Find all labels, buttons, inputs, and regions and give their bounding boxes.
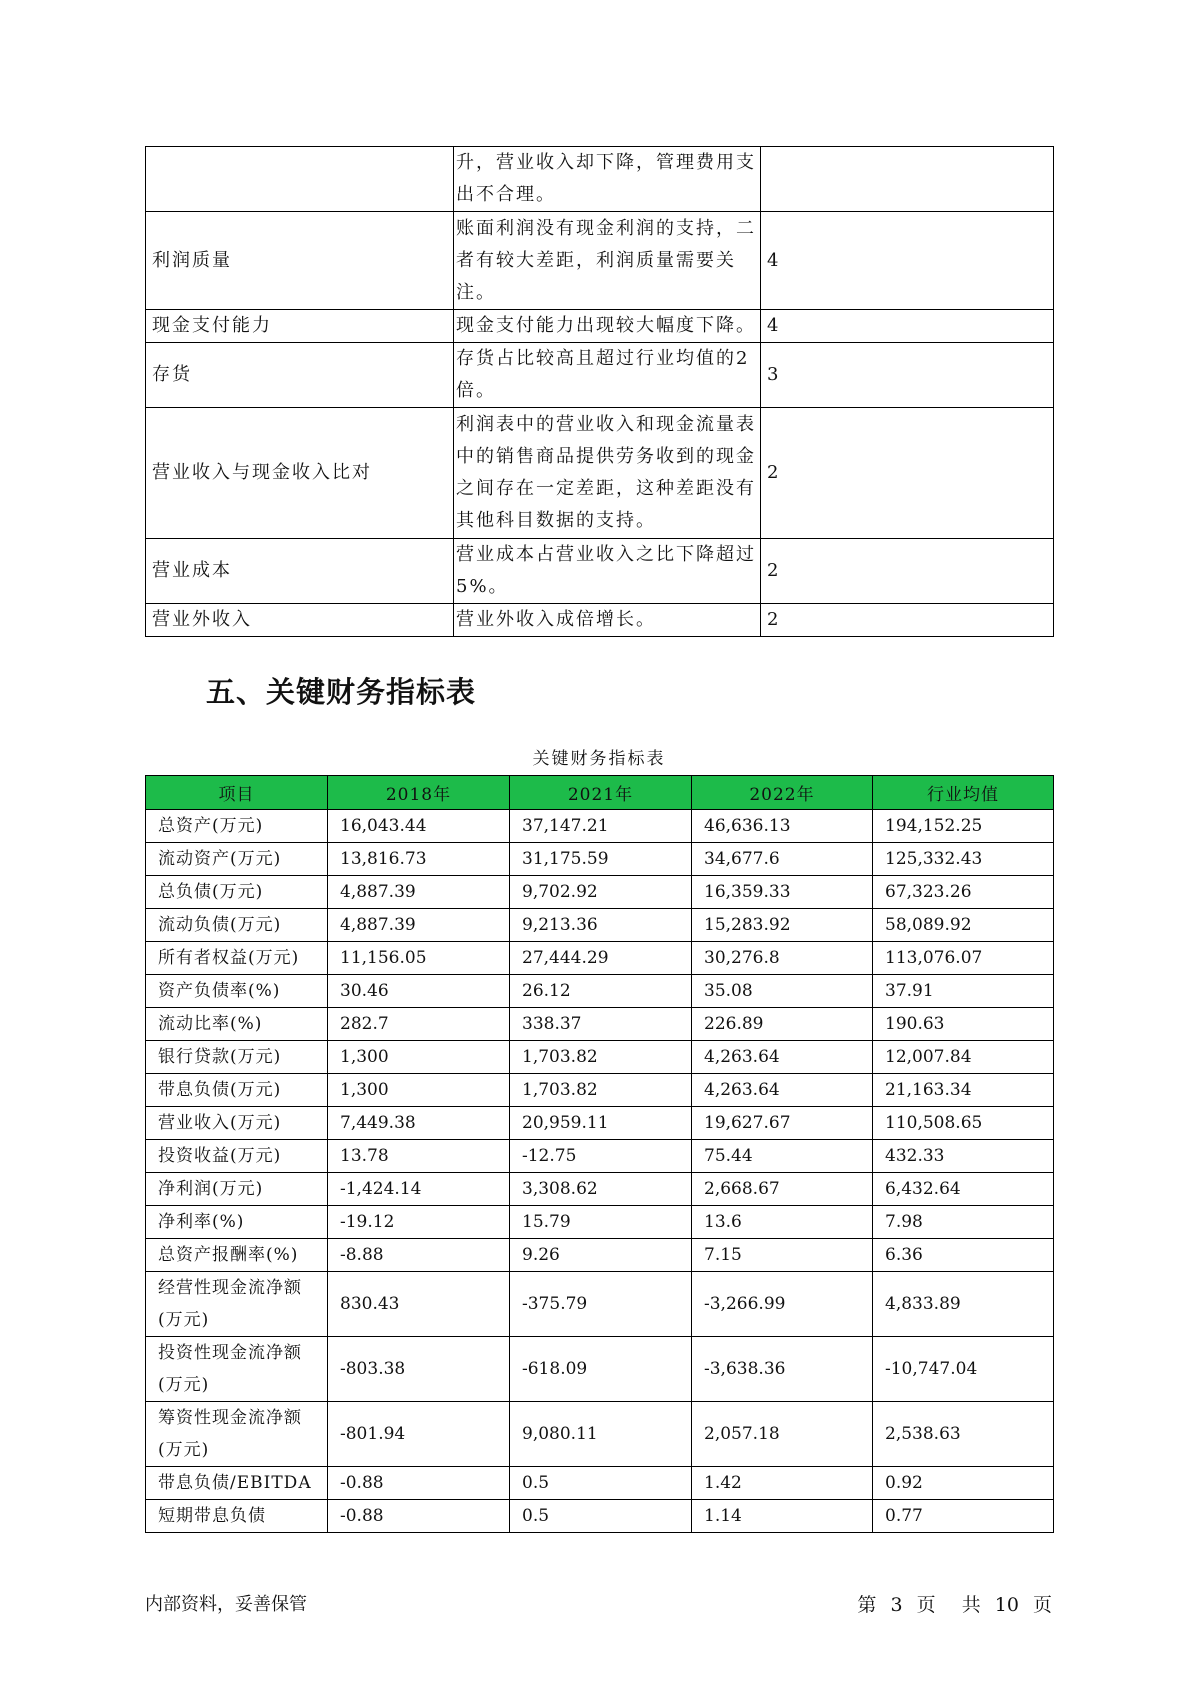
indicator-label: 带息负债/EBITDA [146,1467,328,1500]
indicator-label: 总资产报酬率(%) [146,1239,328,1272]
table-caption: 关键财务指标表 [532,749,666,769]
indicator-label: 筹资性现金流净额(万元) [146,1402,328,1467]
column-header: 项目 [146,776,328,810]
confidentiality-note: 内部资料，妥善保管 [145,1594,307,1615]
value-2021: 26.12 [510,975,692,1008]
value-2018: 11,156.05 [328,942,510,975]
indicator-label: 所有者权益(万元) [146,942,328,975]
risk-item: 存货 [146,343,454,408]
industry-average: 21,163.34 [873,1074,1054,1107]
indicator-label: 总负债(万元) [146,876,328,909]
risk-item [146,147,454,212]
table-row [146,1467,1054,1500]
table-row [146,1206,1054,1239]
table-row [146,1008,1054,1041]
kpi-table-body [146,810,1054,1533]
value-2018: 13.78 [328,1140,510,1173]
value-2018: -0.88 [328,1500,510,1533]
indicator-label: 净利率(%) [146,1206,328,1239]
industry-average: 2,538.63 [873,1402,1054,1467]
indicator-label: 短期带息负债 [146,1500,328,1533]
value-2021: 3,308.62 [510,1173,692,1206]
indicator-label: 投资收益(万元) [146,1140,328,1173]
industry-average: 432.33 [873,1140,1054,1173]
value-2022: 34,677.6 [692,843,873,876]
table-row [146,604,1054,637]
risk-description: 营业成本占营业收入之比下降超过5%。 [454,539,761,604]
indicator-label: 总资产(万元) [146,810,328,843]
total-prefix: 共 [961,1594,981,1616]
value-2021: -618.09 [510,1337,692,1402]
table-row [146,539,1054,604]
value-2022: -3,638.36 [692,1337,873,1402]
value-2018: 830.43 [328,1272,510,1337]
table-row [146,810,1054,843]
value-2022: 1.14 [692,1500,873,1533]
indicator-label: 流动负债(万元) [146,909,328,942]
risk-assessment-table [145,146,1054,637]
value-2021: -375.79 [510,1272,692,1337]
value-2018: -0.88 [328,1467,510,1500]
risk-description: 账面利润没有现金利润的支持，二者有较大差距，利润质量需要关注。 [454,212,761,310]
industry-average: 194,152.25 [873,810,1054,843]
value-2021: 31,175.59 [510,843,692,876]
table-row [146,876,1054,909]
indicator-label: 流动资产(万元) [146,843,328,876]
value-2022: 35.08 [692,975,873,1008]
risk-score: 2 [761,604,1054,637]
industry-average: 6.36 [873,1239,1054,1272]
risk-description: 营业外收入成倍增长。 [454,604,761,637]
value-2021: 27,444.29 [510,942,692,975]
column-header: 2018年 [328,776,510,810]
value-2018: 4,887.39 [328,909,510,942]
indicator-label: 经营性现金流净额(万元) [146,1272,328,1337]
table-row [146,1140,1054,1173]
value-2022: 2,668.67 [692,1173,873,1206]
table-row [146,310,1054,343]
value-2018: -1,424.14 [328,1173,510,1206]
value-2022: 4,263.64 [692,1041,873,1074]
risk-item: 现金支付能力 [146,310,454,343]
indicator-label: 流动比率(%) [146,1008,328,1041]
table-row [146,975,1054,1008]
section-heading: 五、关键财务指标表 [206,675,477,709]
table-row [146,1500,1054,1533]
value-2021: 1,703.82 [510,1074,692,1107]
page-indicator [855,1590,1054,1617]
risk-description: 利润表中的营业收入和现金流量表中的销售商品提供劳务收到的现金之间存在一定差距，这种差距没有其他科目数据的支持。 [454,408,761,539]
value-2022: 2,057.18 [692,1402,873,1467]
value-2022: 75.44 [692,1140,873,1173]
risk-description: 现金支付能力出现较大幅度下降。 [454,310,761,343]
risk-description: 升，营业收入却下降，管理费用支出不合理。 [454,147,761,212]
value-2022: -3,266.99 [692,1272,873,1337]
industry-average: 113,076.07 [873,942,1054,975]
risk-description: 存货占比较高且超过行业均值的2倍。 [454,343,761,408]
indicator-label: 带息负债(万元) [146,1074,328,1107]
value-2018: 282.7 [328,1008,510,1041]
indicator-label: 银行贷款(万元) [146,1041,328,1074]
indicator-label: 资产负债率(%) [146,975,328,1008]
table-row [146,942,1054,975]
industry-average: 6,432.64 [873,1173,1054,1206]
value-2021: 15.79 [510,1206,692,1239]
value-2021: 1,703.82 [510,1041,692,1074]
value-2021: 338.37 [510,1008,692,1041]
page-prefix: 第 [857,1594,877,1616]
total-word: 页 [1032,1594,1052,1616]
value-2021: 9.26 [510,1239,692,1272]
risk-item: 营业外收入 [146,604,454,637]
industry-average: -10,747.04 [873,1337,1054,1402]
value-2022: 4,263.64 [692,1074,873,1107]
value-2018: 13,816.73 [328,843,510,876]
industry-average: 190.63 [873,1008,1054,1041]
value-2022: 19,627.67 [692,1107,873,1140]
table-row [146,1107,1054,1140]
table-row [146,1074,1054,1107]
value-2021: 37,147.21 [510,810,692,843]
value-2022: 7.15 [692,1239,873,1272]
value-2018: -19.12 [328,1206,510,1239]
industry-average: 7.98 [873,1206,1054,1239]
table-row [146,1402,1054,1467]
value-2021: -12.75 [510,1140,692,1173]
value-2021: 9,080.11 [510,1402,692,1467]
value-2022: 13.6 [692,1206,873,1239]
industry-average: 110,508.65 [873,1107,1054,1140]
value-2018: 4,887.39 [328,876,510,909]
table-row [146,1041,1054,1074]
indicator-label: 营业收入(万元) [146,1107,328,1140]
industry-average: 67,323.26 [873,876,1054,909]
risk-item: 营业收入与现金收入比对 [146,408,454,539]
table-row [146,1272,1054,1337]
value-2021: 0.5 [510,1467,692,1500]
value-2018: -801.94 [328,1402,510,1467]
table-row [146,408,1054,539]
risk-score: 4 [761,212,1054,310]
industry-average: 0.77 [873,1500,1054,1533]
page-number: 3 [890,1594,903,1616]
column-header: 行业均值 [873,776,1054,810]
industry-average: 0.92 [873,1467,1054,1500]
value-2018: 1,300 [328,1074,510,1107]
risk-score: 2 [761,539,1054,604]
value-2018: -803.38 [328,1337,510,1402]
value-2022: 226.89 [692,1008,873,1041]
table-row [146,1239,1054,1272]
value-2022: 30,276.8 [692,942,873,975]
industry-average: 37.91 [873,975,1054,1008]
value-2022: 1.42 [692,1467,873,1500]
risk-score: 2 [761,408,1054,539]
value-2022: 15,283.92 [692,909,873,942]
risk-item: 营业成本 [146,539,454,604]
table-row [146,343,1054,408]
value-2022: 46,636.13 [692,810,873,843]
value-2018: 30.46 [328,975,510,1008]
table-row [146,909,1054,942]
table-row [146,147,1054,212]
value-2018: 16,043.44 [328,810,510,843]
page-word: 页 [916,1594,936,1616]
column-header: 2021年 [510,776,692,810]
industry-average: 125,332.43 [873,843,1054,876]
value-2021: 0.5 [510,1500,692,1533]
industry-average: 12,007.84 [873,1041,1054,1074]
value-2022: 16,359.33 [692,876,873,909]
value-2021: 20,959.11 [510,1107,692,1140]
table-row [146,212,1054,310]
value-2018: -8.88 [328,1239,510,1272]
industry-average: 4,833.89 [873,1272,1054,1337]
risk-score [761,147,1054,212]
risk-score: 3 [761,343,1054,408]
table-header-row [146,776,1054,810]
industry-average: 58,089.92 [873,909,1054,942]
risk-item: 利润质量 [146,212,454,310]
value-2021: 9,702.92 [510,876,692,909]
column-header: 2022年 [692,776,873,810]
value-2018: 1,300 [328,1041,510,1074]
value-2018: 7,449.38 [328,1107,510,1140]
total-pages: 10 [994,1594,1019,1616]
indicator-label: 净利润(万元) [146,1173,328,1206]
key-financial-indicators-table [145,775,1054,1533]
table-row [146,843,1054,876]
value-2021: 9,213.36 [510,909,692,942]
table-row [146,1173,1054,1206]
table-row [146,1337,1054,1402]
risk-score: 4 [761,310,1054,343]
indicator-label: 投资性现金流净额(万元) [146,1337,328,1402]
